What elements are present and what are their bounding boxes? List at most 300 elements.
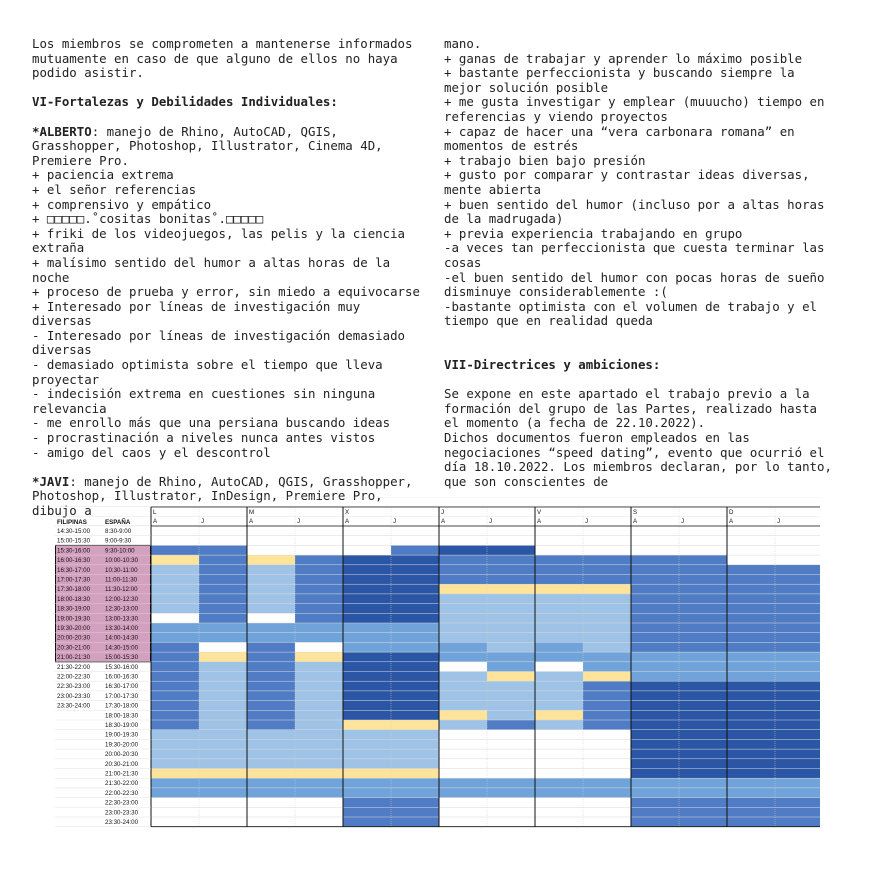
javi-name: *JAVI xyxy=(32,473,70,489)
schedule-cell xyxy=(439,642,487,652)
schedule-cell xyxy=(439,788,487,798)
schedule-cell xyxy=(679,584,727,594)
schedule-cell xyxy=(775,623,820,633)
schedule-cell xyxy=(199,613,247,623)
schedule-cell xyxy=(487,739,535,749)
schedule-cell xyxy=(247,584,295,594)
section-heading-vii: VII-Directrices y ambiciones: xyxy=(444,357,661,373)
schedule-cell xyxy=(247,604,295,614)
person-header-J: J xyxy=(201,518,205,525)
schedule-cell xyxy=(151,604,199,614)
schedule-cell xyxy=(391,672,439,682)
schedule-cell xyxy=(343,778,391,788)
schedule-cell xyxy=(679,691,727,701)
schedule-cell xyxy=(631,788,679,798)
schedule-cell xyxy=(727,672,775,682)
schedule-cell xyxy=(487,798,535,808)
filipinas-time: 20:30-21:00 xyxy=(57,644,91,652)
schedule-cell xyxy=(391,575,439,585)
schedule-cell xyxy=(775,710,820,720)
schedule-cell xyxy=(631,681,679,691)
schedule-cell xyxy=(151,759,199,769)
schedule-cell xyxy=(631,662,679,672)
schedule-cell xyxy=(295,817,343,827)
schedule-cell xyxy=(727,788,775,798)
schedule-cell xyxy=(295,623,343,633)
schedule-cell xyxy=(151,807,199,817)
schedule-cell xyxy=(535,652,583,662)
schedule-cell xyxy=(727,633,775,643)
schedule-cell xyxy=(679,565,727,575)
schedule-cell xyxy=(343,604,391,614)
espana-time: 19:00-19:30 xyxy=(105,731,139,739)
schedule-cell xyxy=(679,575,727,585)
schedule-cell xyxy=(151,739,199,749)
schedule-cell xyxy=(535,613,583,623)
alberto-trait-item: + proceso de prueba y error, sin miedo a equivocarse xyxy=(32,284,420,300)
schedule-cell xyxy=(247,710,295,720)
schedule-cell xyxy=(775,565,820,575)
schedule-cell xyxy=(295,613,343,623)
schedule-cell xyxy=(151,701,199,711)
schedule-cell xyxy=(679,555,727,565)
schedule-cell xyxy=(247,749,295,759)
schedule-cell xyxy=(199,691,247,701)
person-header-J: J xyxy=(489,518,493,525)
schedule-cell xyxy=(631,759,679,769)
schedule-cell xyxy=(583,594,631,604)
schedule-cell xyxy=(391,662,439,672)
schedule-cell xyxy=(583,749,631,759)
schedule-cell xyxy=(151,778,199,788)
schedule-cell xyxy=(199,681,247,691)
espana-time: 14:00-14:30 xyxy=(105,634,139,642)
schedule-cell xyxy=(679,613,727,623)
schedule-cell xyxy=(775,633,820,643)
schedule-cell xyxy=(679,652,727,662)
alberto-trait-item: + malísimo sentido del humor a altas horas de la noche xyxy=(32,254,391,285)
schedule-cell xyxy=(199,594,247,604)
schedule-cell xyxy=(343,749,391,759)
schedule-cell xyxy=(151,681,199,691)
schedule-cell xyxy=(727,730,775,740)
schedule-cell xyxy=(391,730,439,740)
person-header-A: A xyxy=(729,518,734,525)
schedule-cell xyxy=(439,701,487,711)
schedule-cell xyxy=(247,720,295,730)
intro-paragraph: Los miembros se comprometen a mantenerse informados mutuamente en caso de que alguno de ellos no haya podido asistir. xyxy=(32,36,413,81)
filipinas-time: 18:00-18:30 xyxy=(57,595,91,603)
schedule-cell xyxy=(343,739,391,749)
schedule-cell xyxy=(391,798,439,808)
schedule-cell xyxy=(727,662,775,672)
schedule-cell xyxy=(199,623,247,633)
schedule-cell xyxy=(151,749,199,759)
schedule-cell xyxy=(631,623,679,633)
schedule-cell xyxy=(247,681,295,691)
filipinas-time: 20:00-20:30 xyxy=(57,634,91,642)
schedule-cell xyxy=(199,730,247,740)
schedule-cell xyxy=(775,778,820,788)
schedule-cell xyxy=(295,545,343,555)
schedule-cell xyxy=(775,798,820,808)
schedule-cell xyxy=(487,720,535,730)
schedule-cell xyxy=(343,672,391,682)
schedule-cell xyxy=(151,555,199,565)
schedule-cell xyxy=(391,778,439,788)
schedule-cell xyxy=(535,604,583,614)
schedule-cell xyxy=(583,710,631,720)
schedule-cell xyxy=(775,536,820,546)
day-header-V: V xyxy=(537,509,542,516)
schedule-cell xyxy=(631,584,679,594)
schedule-cell xyxy=(679,817,727,827)
schedule-cell xyxy=(247,565,295,575)
schedule-cell xyxy=(727,691,775,701)
schedule-cell xyxy=(631,565,679,575)
person-header-J: J xyxy=(777,518,781,525)
schedule-cell xyxy=(631,807,679,817)
schedule-cell xyxy=(343,555,391,565)
person-header-J: J xyxy=(393,518,397,525)
schedule-cell xyxy=(487,749,535,759)
directrices-paragraph-1: Se expone en este apartado el trabajo previo a la formación del grupo de las Partes, realizado hasta el momento (a fecha de 22.10.2022). xyxy=(444,386,817,431)
schedule-cell xyxy=(775,730,820,740)
schedule-cell xyxy=(679,749,727,759)
javi-trait-item: + capaz de hacer una “vera carbonara romana” en momentos de estrés xyxy=(444,123,795,154)
schedule-cell xyxy=(199,575,247,585)
schedule-cell xyxy=(391,604,439,614)
schedule-cell xyxy=(295,749,343,759)
schedule-cell xyxy=(487,681,535,691)
javi-trait-item: + bastante perfeccionista y buscando siempre la mejor solución posible xyxy=(444,65,795,95)
schedule-cell xyxy=(199,555,247,565)
schedule-cell xyxy=(583,778,631,788)
schedule-cell xyxy=(775,555,820,565)
filipinas-time: 21:30-22:00 xyxy=(57,663,91,671)
schedule-cell xyxy=(775,739,820,749)
schedule-cell xyxy=(295,798,343,808)
schedule-cell xyxy=(247,613,295,623)
schedule-cell xyxy=(295,701,343,711)
filipinas-time: 16:00-16:30 xyxy=(57,557,91,565)
schedule-cell xyxy=(583,691,631,701)
javi-skills-continued: mano. xyxy=(444,36,482,51)
schedule-cell xyxy=(199,759,247,769)
person-header-A: A xyxy=(633,518,638,525)
schedule-cell xyxy=(247,807,295,817)
schedule-cell xyxy=(583,642,631,652)
schedule-cell xyxy=(583,584,631,594)
day-header-X: X xyxy=(345,509,350,516)
alberto-trait-item: + paciencia extrema xyxy=(32,167,174,183)
espana-time: 17:00-17:30 xyxy=(105,692,139,700)
espana-time: 16:30-17:00 xyxy=(105,683,139,691)
schedule-cell xyxy=(487,613,535,623)
schedule-cell xyxy=(391,710,439,720)
schedule-cell xyxy=(583,730,631,740)
schedule-cell xyxy=(199,739,247,749)
schedule-cell xyxy=(487,759,535,769)
schedule-cell xyxy=(151,633,199,643)
schedule-cell xyxy=(151,662,199,672)
schedule-grid xyxy=(55,497,820,835)
schedule-cell xyxy=(295,720,343,730)
schedule-cell xyxy=(295,604,343,614)
schedule-cell xyxy=(487,545,535,555)
day-header-M: M xyxy=(249,509,255,516)
schedule-cell xyxy=(199,652,247,662)
schedule-cell xyxy=(583,788,631,798)
schedule-cell xyxy=(775,594,820,604)
alberto-trait-item: + □□□□□.˚cositas bonitas˚.□□□□□ xyxy=(32,211,264,227)
schedule-cell xyxy=(247,817,295,827)
schedule-cell xyxy=(727,807,775,817)
schedule-cell xyxy=(679,730,727,740)
schedule-cell xyxy=(775,759,820,769)
filipinas-time: 17:00-17:30 xyxy=(57,576,91,584)
schedule-cell xyxy=(391,807,439,817)
schedule-cell xyxy=(535,798,583,808)
javi-trait-item: + ganas de trabajar y aprender lo máximo posible xyxy=(444,50,803,66)
espana-time: 18:00-18:30 xyxy=(105,712,139,720)
schedule-cell xyxy=(439,662,487,672)
person-header-J: J xyxy=(297,518,301,525)
schedule-cell xyxy=(295,778,343,788)
schedule-cell xyxy=(631,749,679,759)
schedule-cell xyxy=(247,701,295,711)
schedule-cell xyxy=(439,681,487,691)
schedule-cell xyxy=(775,662,820,672)
schedule-cell xyxy=(151,672,199,682)
schedule-cell xyxy=(439,749,487,759)
schedule-cell xyxy=(151,623,199,633)
espana-time: 11:00-11:30 xyxy=(105,576,138,584)
schedule-cell xyxy=(199,672,247,682)
schedule-cell xyxy=(631,633,679,643)
schedule-cell xyxy=(343,584,391,594)
alberto-trait-item: + Interesado por líneas de investigación muy diversas xyxy=(32,298,361,329)
schedule-cell xyxy=(679,788,727,798)
filipinas-header: FILIPINAS xyxy=(57,519,87,526)
schedule-cell xyxy=(535,730,583,740)
schedule-cell xyxy=(391,565,439,575)
schedule-cell xyxy=(775,701,820,711)
schedule-cell xyxy=(583,633,631,643)
schedule-cell xyxy=(439,817,487,827)
filipinas-time: 14:30-15:00 xyxy=(57,528,91,535)
schedule-cell xyxy=(535,662,583,672)
filipinas-time: 23:00-23:30 xyxy=(57,692,91,700)
schedule-cell xyxy=(535,545,583,555)
espana-time: 22:30-23:00 xyxy=(105,799,139,807)
schedule-cell xyxy=(679,701,727,711)
schedule-cell xyxy=(727,584,775,594)
schedule-cell xyxy=(727,798,775,808)
schedule-cell xyxy=(487,710,535,720)
schedule-cell xyxy=(247,623,295,633)
espana-time: 12:00-12:30 xyxy=(105,595,139,603)
schedule-cell xyxy=(439,807,487,817)
schedule-cell xyxy=(151,788,199,798)
schedule-cell xyxy=(727,710,775,720)
schedule-cell xyxy=(343,817,391,827)
espana-time: 19:30-20:00 xyxy=(105,741,139,749)
schedule-cell xyxy=(391,584,439,594)
schedule-cell xyxy=(535,575,583,585)
schedule-cell xyxy=(775,604,820,614)
javi-trait-item: + buen sentido del humor (incluso por a altas horas de la madrugada) xyxy=(444,196,825,227)
schedule-cell xyxy=(727,701,775,711)
schedule-cell xyxy=(439,769,487,779)
schedule-cell xyxy=(535,817,583,827)
schedule-cell xyxy=(631,594,679,604)
schedule-cell xyxy=(391,739,439,749)
schedule-cell xyxy=(583,575,631,585)
schedule-cell xyxy=(151,584,199,594)
schedule-cell xyxy=(343,662,391,672)
schedule-cell xyxy=(631,555,679,565)
schedule-cell xyxy=(247,575,295,585)
schedule-cell xyxy=(295,672,343,682)
schedule-cell xyxy=(535,536,583,546)
schedule-cell xyxy=(247,798,295,808)
schedule-cell xyxy=(199,584,247,594)
schedule-cell xyxy=(295,594,343,604)
schedule-cell xyxy=(343,613,391,623)
schedule-cell xyxy=(535,788,583,798)
schedule-cell xyxy=(151,817,199,827)
schedule-cell xyxy=(775,749,820,759)
schedule-cell xyxy=(631,536,679,546)
espana-time: 11:30-12:00 xyxy=(105,586,138,594)
schedule-cell xyxy=(343,642,391,652)
schedule-cell xyxy=(247,778,295,788)
schedule-cell xyxy=(391,594,439,604)
schedule-cell xyxy=(199,536,247,546)
schedule-cell xyxy=(535,749,583,759)
schedule-cell xyxy=(535,778,583,788)
schedule-cell xyxy=(343,759,391,769)
espana-time: 20:30-21:00 xyxy=(105,760,139,768)
filipinas-time: 22:00-22:30 xyxy=(57,673,91,681)
schedule-cell xyxy=(631,652,679,662)
schedule-cell xyxy=(535,759,583,769)
schedule-cell xyxy=(487,594,535,604)
schedule-cell xyxy=(727,565,775,575)
schedule-cell xyxy=(199,710,247,720)
schedule-cell xyxy=(439,545,487,555)
schedule-cell xyxy=(247,730,295,740)
schedule-cell xyxy=(727,778,775,788)
schedule-cell xyxy=(631,710,679,720)
schedule-cell xyxy=(727,575,775,585)
schedule-cell xyxy=(439,633,487,643)
schedule-cell xyxy=(487,691,535,701)
schedule-cell xyxy=(439,739,487,749)
schedule-cell xyxy=(583,652,631,662)
schedule-cell xyxy=(631,701,679,711)
espana-time: 13:00-13:30 xyxy=(105,615,139,623)
schedule-cell xyxy=(343,681,391,691)
schedule-cell xyxy=(391,701,439,711)
schedule-cell xyxy=(247,652,295,662)
alberto-skills xyxy=(32,125,424,169)
alberto-name: *ALBERTO xyxy=(32,123,92,139)
alberto-trait-item: + el señor referencias xyxy=(32,181,197,197)
schedule-cell xyxy=(679,623,727,633)
filipinas-time: 19:00-19:30 xyxy=(57,615,91,623)
schedule-cell xyxy=(151,545,199,555)
schedule-cell xyxy=(535,681,583,691)
schedule-cell xyxy=(679,681,727,691)
schedule-cell xyxy=(727,759,775,769)
schedule-cell xyxy=(679,710,727,720)
schedule-cell xyxy=(487,642,535,652)
espana-time: 9:30-10:00 xyxy=(105,547,135,555)
schedule-cell xyxy=(295,739,343,749)
espana-time: 8:30-9:00 xyxy=(105,528,132,535)
schedule-cell xyxy=(727,652,775,662)
schedule-cell xyxy=(631,604,679,614)
schedule-cell xyxy=(583,623,631,633)
espana-header: ESPAÑA xyxy=(105,519,131,526)
left-text-column xyxy=(32,37,424,519)
schedule-cell xyxy=(679,759,727,769)
alberto-trait-item: - procrastinación a niveles nunca antes vistos xyxy=(32,430,376,446)
espana-time: 23:30-24:00 xyxy=(105,819,139,826)
espana-time: 22:00-22:30 xyxy=(105,789,139,797)
schedule-cell xyxy=(631,613,679,623)
schedule-cell xyxy=(439,613,487,623)
espana-time: 12:30-13:00 xyxy=(105,605,139,613)
schedule-cell xyxy=(583,565,631,575)
schedule-cell xyxy=(535,584,583,594)
schedule-cell xyxy=(247,691,295,701)
schedule-cell xyxy=(247,769,295,779)
schedule-cell xyxy=(679,545,727,555)
schedule-cell xyxy=(535,633,583,643)
schedule-cell xyxy=(247,759,295,769)
schedule-cell xyxy=(487,652,535,662)
person-header-A: A xyxy=(249,518,254,525)
schedule-cell xyxy=(343,807,391,817)
schedule-cell xyxy=(583,759,631,769)
schedule-cell xyxy=(295,633,343,643)
schedule-cell xyxy=(391,652,439,662)
schedule-cell xyxy=(199,565,247,575)
schedule-cell xyxy=(535,642,583,652)
schedule-cell xyxy=(487,633,535,643)
schedule-cell xyxy=(535,594,583,604)
schedule-cell xyxy=(487,817,535,827)
javi-trait-item: -el buen sentido del humor con pocas horas de sueño disminuye considerablemente :( xyxy=(444,269,825,300)
schedule-cell xyxy=(439,584,487,594)
schedule-cell xyxy=(343,623,391,633)
schedule-cell xyxy=(439,652,487,662)
schedule-cell xyxy=(583,536,631,546)
schedule-cell xyxy=(775,720,820,730)
schedule-cell xyxy=(391,749,439,759)
schedule-cell xyxy=(247,633,295,643)
schedule-cell xyxy=(487,584,535,594)
schedule-cell xyxy=(247,672,295,682)
filipinas-time: 16:30-17:00 xyxy=(57,566,91,574)
schedule-cell xyxy=(391,623,439,633)
schedule-cell xyxy=(151,730,199,740)
schedule-cell xyxy=(631,769,679,779)
schedule-cell xyxy=(775,652,820,662)
